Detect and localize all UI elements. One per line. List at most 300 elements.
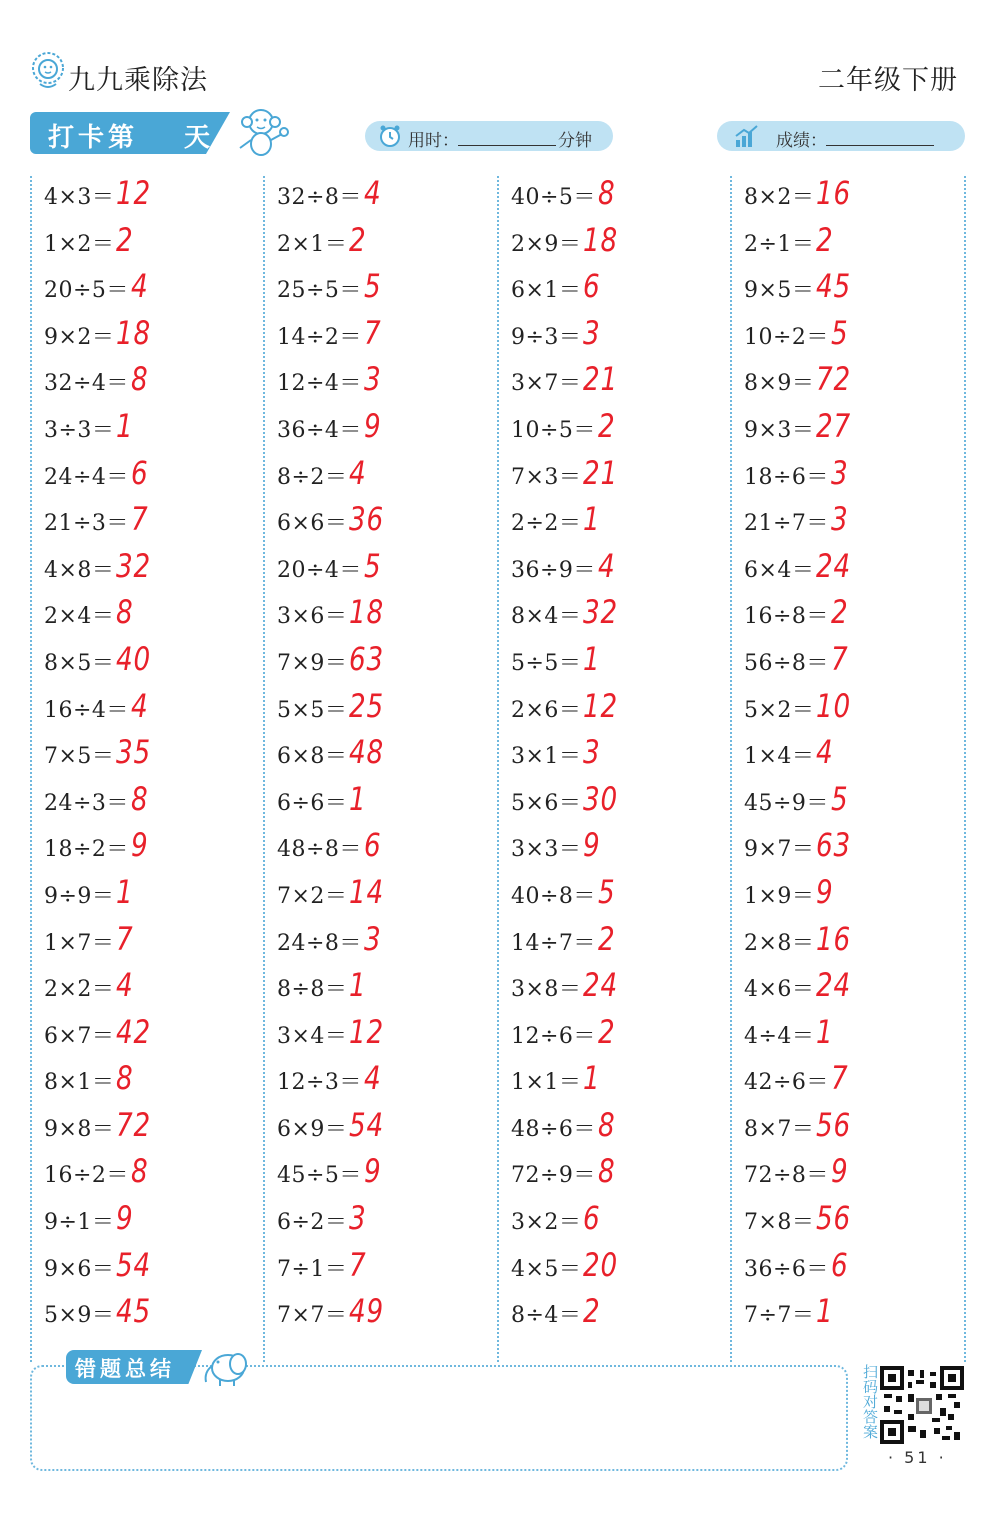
- problem-row: [744, 314, 964, 361]
- handwritten-answer[interactable]: 16: [816, 919, 852, 958]
- problem-text: 12÷3＝: [277, 1070, 362, 1096]
- problem-text: 5÷5＝: [511, 650, 582, 676]
- problem-row: [277, 593, 497, 640]
- problem-row: [277, 221, 497, 268]
- handwritten-answer[interactable]: 36: [349, 500, 385, 539]
- handwritten-answer[interactable]: 14: [349, 872, 385, 911]
- handwritten-answer[interactable]: 10: [816, 686, 852, 725]
- problem-text: 3×1＝: [511, 744, 582, 770]
- problem-text: 2×8＝: [744, 930, 815, 956]
- problem-text: 5×9＝: [44, 1303, 115, 1329]
- problem-row: [511, 407, 731, 454]
- problem-row: [744, 547, 964, 594]
- handwritten-answer[interactable]: 8: [598, 1152, 616, 1191]
- problem-text: 6÷6＝: [277, 790, 348, 816]
- problem-text: 1×7＝: [44, 930, 115, 956]
- handwritten-answer[interactable]: 24: [816, 546, 852, 585]
- problem-text: 16÷8＝: [744, 604, 829, 630]
- problem-text: 20÷5＝: [44, 278, 129, 304]
- handwritten-answer[interactable]: 5: [364, 267, 382, 306]
- problem-text: 40÷8＝: [511, 883, 596, 909]
- problem-row: [44, 174, 264, 221]
- problem-row: [511, 687, 731, 734]
- clock-icon: [378, 124, 402, 148]
- handwritten-answer[interactable]: 7: [116, 919, 134, 958]
- problem-row: [744, 920, 964, 967]
- problem-text: 7×5＝: [44, 744, 115, 770]
- problem-text: 1×4＝: [744, 744, 815, 770]
- problem-text: 45÷9＝: [744, 790, 829, 816]
- problem-row: [744, 1013, 964, 1060]
- handwritten-answer[interactable]: 9: [583, 826, 601, 865]
- handwritten-answer[interactable]: 48: [349, 733, 385, 772]
- checkin-day-unit: 天: [184, 123, 211, 153]
- checkin-label: 打卡第: [48, 123, 139, 153]
- problem-text: 7×9＝: [277, 650, 348, 676]
- problem-text: 3×8＝: [511, 977, 582, 1003]
- handwritten-answer[interactable]: 54: [349, 1105, 385, 1144]
- handwritten-answer[interactable]: 25: [349, 686, 385, 725]
- handwritten-answer[interactable]: 8: [116, 1059, 134, 1098]
- handwritten-answer[interactable]: 45: [116, 1292, 152, 1331]
- problem-text: 20÷4＝: [277, 557, 362, 583]
- problem-text: 18÷2＝: [44, 837, 129, 863]
- handwritten-answer[interactable]: 9: [131, 826, 149, 865]
- handwritten-answer[interactable]: 21: [583, 453, 619, 492]
- handwritten-answer[interactable]: 16: [816, 174, 852, 212]
- problem-text: 7×8＝: [744, 1210, 815, 1236]
- handwritten-answer[interactable]: 4: [349, 453, 367, 492]
- problem-text: 8×1＝: [44, 1070, 115, 1096]
- handwritten-answer[interactable]: 18: [116, 313, 152, 352]
- time-input-line[interactable]: [458, 145, 556, 146]
- problem-row: [744, 407, 964, 454]
- handwritten-answer[interactable]: 3: [349, 1199, 367, 1238]
- problem-row: [277, 1013, 497, 1060]
- handwritten-answer[interactable]: 5: [831, 313, 849, 352]
- handwritten-answer[interactable]: 4: [816, 733, 834, 772]
- problem-text: 9×7＝: [744, 837, 815, 863]
- problem-row: [511, 500, 731, 547]
- problem-text: 16÷2＝: [44, 1163, 129, 1189]
- problem-column-4: [744, 174, 964, 1339]
- handwritten-answer[interactable]: 2: [598, 919, 616, 958]
- problem-text: 2×6＝: [511, 697, 582, 723]
- score-label: 成绩：: [776, 131, 827, 151]
- problem-row: [277, 826, 497, 873]
- worksheet-frame-right: [964, 176, 966, 1362]
- handwritten-answer[interactable]: 3: [583, 313, 601, 352]
- problem-text: 6×7＝: [44, 1023, 115, 1049]
- problem-text: 36÷6＝: [744, 1256, 829, 1282]
- handwritten-answer[interactable]: 2: [598, 1012, 616, 1051]
- problem-text: 56÷8＝: [744, 650, 829, 676]
- problem-row: [511, 1199, 731, 1246]
- handwritten-answer[interactable]: 24: [583, 966, 619, 1005]
- problem-text: 7×7＝: [277, 1303, 348, 1329]
- handwritten-answer[interactable]: 1: [116, 872, 134, 911]
- problem-row: [44, 360, 264, 407]
- handwritten-answer[interactable]: 4: [116, 966, 134, 1005]
- handwritten-answer[interactable]: 2: [349, 220, 367, 259]
- problem-row: [277, 733, 497, 780]
- page-number: · 51 ·: [888, 1448, 947, 1467]
- handwritten-answer[interactable]: 3: [831, 500, 849, 539]
- problem-text: 32÷8＝: [277, 185, 362, 210]
- handwritten-answer[interactable]: 4: [131, 267, 149, 306]
- problem-row: [44, 873, 264, 920]
- problem-text: 1×2＝: [44, 231, 115, 257]
- problem-text: 24÷8＝: [277, 930, 362, 956]
- problem-text: 7×2＝: [277, 883, 348, 909]
- monkey-icon: [232, 102, 290, 160]
- problem-row: [277, 966, 497, 1013]
- problem-row: [277, 640, 497, 687]
- lion-logo-icon: [30, 50, 66, 90]
- problem-row: [44, 454, 264, 501]
- problem-row: [44, 966, 264, 1013]
- handwritten-answer[interactable]: 3: [831, 453, 849, 492]
- problem-text: 4×3＝: [44, 185, 115, 210]
- problem-row: [44, 826, 264, 873]
- problem-text: 2×9＝: [511, 231, 582, 257]
- problem-row: [511, 1246, 731, 1293]
- problem-text: 8÷2＝: [277, 464, 348, 490]
- problem-row: [44, 547, 264, 594]
- problem-text: 12÷4＝: [277, 371, 362, 397]
- handwritten-answer[interactable]: 7: [364, 313, 382, 352]
- problem-text: 72÷8＝: [744, 1163, 829, 1189]
- score-input-line[interactable]: [826, 145, 934, 146]
- problem-row: [44, 1246, 264, 1293]
- problem-row: [277, 780, 497, 827]
- problem-row: [744, 593, 964, 640]
- handwritten-answer[interactable]: 9: [364, 1152, 382, 1191]
- problem-row: [744, 1246, 964, 1293]
- problem-text: 9×5＝: [744, 278, 815, 304]
- handwritten-answer[interactable]: 35: [116, 733, 152, 772]
- handwritten-answer[interactable]: 6: [583, 267, 601, 306]
- problem-text: 8×9＝: [744, 371, 815, 397]
- handwritten-answer[interactable]: 30: [583, 779, 619, 818]
- qr-code-icon[interactable]: [880, 1366, 964, 1444]
- problem-text: 4÷4＝: [744, 1023, 815, 1049]
- problem-column-2: [277, 174, 497, 1339]
- problem-row: [511, 547, 731, 594]
- handwritten-answer[interactable]: 6: [364, 826, 382, 865]
- problem-text: 4×5＝: [511, 1256, 582, 1282]
- problem-text: 14÷2＝: [277, 324, 362, 350]
- handwritten-answer[interactable]: 21: [583, 360, 619, 399]
- handwritten-answer[interactable]: 5: [831, 779, 849, 818]
- handwritten-answer[interactable]: 20: [583, 1245, 619, 1284]
- handwritten-answer[interactable]: 6: [131, 453, 149, 492]
- handwritten-answer[interactable]: 12: [349, 1012, 385, 1051]
- problem-text: 8×5＝: [44, 650, 115, 676]
- problem-row: [277, 1199, 497, 1246]
- problem-text: 2÷2＝: [511, 511, 582, 537]
- handwritten-answer[interactable]: 7: [349, 1245, 367, 1284]
- problem-text: 12÷6＝: [511, 1023, 596, 1049]
- handwritten-answer[interactable]: 72: [816, 360, 852, 399]
- handwritten-answer[interactable]: 6: [583, 1199, 601, 1238]
- problem-row: [511, 1059, 731, 1106]
- problem-text: 8×2＝: [744, 185, 815, 210]
- problem-row: [511, 780, 731, 827]
- handwritten-answer[interactable]: 6: [831, 1245, 849, 1284]
- handwritten-answer[interactable]: 49: [349, 1292, 385, 1331]
- problem-row: [744, 267, 964, 314]
- handwritten-answer[interactable]: 9: [364, 406, 382, 445]
- problem-row: [277, 1106, 497, 1153]
- problem-row: [277, 267, 497, 314]
- problem-text: 7×3＝: [511, 464, 582, 490]
- problem-row: [744, 1199, 964, 1246]
- problem-text: 5×5＝: [277, 697, 348, 723]
- elephant-icon: [198, 1346, 252, 1388]
- problem-text: 9×2＝: [44, 324, 115, 350]
- problem-row: [511, 920, 731, 967]
- handwritten-answer[interactable]: 1: [583, 1059, 601, 1098]
- problem-row: [511, 314, 731, 361]
- handwritten-answer[interactable]: 2: [816, 220, 834, 259]
- handwritten-answer[interactable]: 5: [364, 546, 382, 585]
- problem-text: 6×4＝: [744, 557, 815, 583]
- problem-text: 9×8＝: [44, 1116, 115, 1142]
- problem-row: [277, 920, 497, 967]
- problem-row: [44, 640, 264, 687]
- problem-text: 45÷5＝: [277, 1163, 362, 1189]
- grade-label: 二年级下册: [818, 65, 958, 96]
- problem-text: 40÷5＝: [511, 185, 596, 210]
- handwritten-answer[interactable]: 1: [349, 966, 367, 1005]
- handwritten-answer[interactable]: 9: [116, 1199, 134, 1238]
- handwritten-answer[interactable]: 54: [116, 1245, 152, 1284]
- handwritten-answer[interactable]: 12: [583, 686, 619, 725]
- worksheet-frame-left: [30, 176, 32, 1362]
- handwritten-answer[interactable]: 56: [816, 1199, 852, 1238]
- problem-row: [511, 454, 731, 501]
- handwritten-answer[interactable]: 8: [598, 174, 616, 212]
- problem-row: [511, 640, 731, 687]
- problem-text: 4×6＝: [744, 977, 815, 1003]
- problem-row: [511, 221, 731, 268]
- handwritten-answer[interactable]: 4: [598, 546, 616, 585]
- problem-text: 16÷4＝: [44, 697, 129, 723]
- problem-row: [511, 1152, 731, 1199]
- handwritten-answer[interactable]: 4: [364, 174, 382, 212]
- handwritten-answer[interactable]: 1: [816, 1292, 834, 1331]
- handwritten-answer[interactable]: 9: [816, 872, 834, 911]
- problem-text: 9÷9＝: [44, 883, 115, 909]
- problem-text: 3÷3＝: [44, 417, 115, 443]
- problem-text: 7÷1＝: [277, 1256, 348, 1282]
- problem-row: [44, 1013, 264, 1060]
- handwritten-answer[interactable]: 8: [598, 1105, 616, 1144]
- handwritten-answer[interactable]: 1: [116, 406, 134, 445]
- handwritten-answer[interactable]: 63: [816, 826, 852, 865]
- problem-text: 24÷3＝: [44, 790, 129, 816]
- problem-text: 8÷4＝: [511, 1303, 582, 1329]
- problem-row: [44, 500, 264, 547]
- handwritten-answer[interactable]: 42: [116, 1012, 152, 1051]
- problem-text: 6÷2＝: [277, 1210, 348, 1236]
- problem-text: 42÷6＝: [744, 1070, 829, 1096]
- problem-row: [44, 221, 264, 268]
- handwritten-answer[interactable]: 8: [131, 360, 149, 399]
- problem-text: 2×2＝: [44, 977, 115, 1003]
- problem-column-3: [511, 174, 731, 1339]
- problem-row: [44, 1152, 264, 1199]
- problem-row: [744, 500, 964, 547]
- problem-row: [44, 1059, 264, 1106]
- handwritten-answer[interactable]: 2: [831, 593, 849, 632]
- problem-row: [511, 733, 731, 780]
- problem-text: 5×6＝: [511, 790, 582, 816]
- handwritten-answer[interactable]: 8: [131, 1152, 149, 1191]
- handwritten-answer[interactable]: 5: [598, 872, 616, 911]
- problem-row: [277, 1292, 497, 1339]
- handwritten-answer[interactable]: 24: [816, 966, 852, 1005]
- problem-text: 1×9＝: [744, 883, 815, 909]
- handwritten-answer[interactable]: 63: [349, 639, 385, 678]
- problem-row: [44, 593, 264, 640]
- problem-row: [744, 873, 964, 920]
- problem-row: [44, 687, 264, 734]
- problem-column-1: [44, 174, 264, 1339]
- problem-row: [744, 1152, 964, 1199]
- problem-row: [44, 314, 264, 361]
- problem-text: 8÷8＝: [277, 977, 348, 1003]
- handwritten-answer[interactable]: 27: [816, 406, 852, 445]
- problem-row: [744, 733, 964, 780]
- problem-row: [744, 1292, 964, 1339]
- problem-text: 7÷7＝: [744, 1303, 815, 1329]
- problem-row: [744, 687, 964, 734]
- problem-row: [44, 1106, 264, 1153]
- column-divider: [497, 176, 499, 1362]
- handwritten-answer[interactable]: 8: [116, 593, 134, 632]
- problem-text: 9÷1＝: [44, 1210, 115, 1236]
- problem-row: [277, 547, 497, 594]
- problem-text: 4×8＝: [44, 557, 115, 583]
- handwritten-answer[interactable]: 1: [349, 779, 367, 818]
- problem-text: 3×7＝: [511, 371, 582, 397]
- handwritten-answer[interactable]: 2: [116, 220, 134, 259]
- problem-row: [44, 1292, 264, 1339]
- problem-text: 8×4＝: [511, 604, 582, 630]
- handwritten-answer[interactable]: 3: [583, 733, 601, 772]
- problem-text: 36÷4＝: [277, 417, 362, 443]
- problem-row: [744, 360, 964, 407]
- problem-text: 6×1＝: [511, 278, 582, 304]
- handwritten-answer[interactable]: 32: [583, 593, 619, 632]
- handwritten-answer[interactable]: 12: [116, 174, 152, 212]
- handwritten-answer[interactable]: 9: [831, 1152, 849, 1191]
- problem-row: [511, 1106, 731, 1153]
- problem-text: 3×2＝: [511, 1210, 582, 1236]
- problem-text: 6×9＝: [277, 1116, 348, 1142]
- handwritten-answer[interactable]: 32: [116, 546, 152, 585]
- problem-row: [511, 826, 731, 873]
- handwritten-answer[interactable]: 3: [364, 919, 382, 958]
- handwritten-answer[interactable]: 3: [364, 360, 382, 399]
- handwritten-answer[interactable]: 40: [116, 639, 152, 678]
- problem-row: [744, 1106, 964, 1153]
- problem-text: 48÷6＝: [511, 1116, 596, 1142]
- handwritten-answer[interactable]: 1: [816, 1012, 834, 1051]
- time-label: 用时：: [408, 131, 459, 151]
- problem-row: [744, 966, 964, 1013]
- problem-text: 1×1＝: [511, 1070, 582, 1096]
- problem-text: 14÷7＝: [511, 930, 596, 956]
- problem-text: 48÷8＝: [277, 837, 362, 863]
- problem-row: [511, 966, 731, 1013]
- handwritten-answer[interactable]: 7: [831, 639, 849, 678]
- problem-text: 32÷4＝: [44, 371, 129, 397]
- problem-row: [744, 780, 964, 827]
- problem-row: [277, 1152, 497, 1199]
- handwritten-answer[interactable]: 1: [583, 639, 601, 678]
- handwritten-answer[interactable]: 7: [831, 1059, 849, 1098]
- problem-text: 6×8＝: [277, 744, 348, 770]
- handwritten-answer[interactable]: 2: [583, 1292, 601, 1331]
- book-title: 九九乘除法: [68, 65, 208, 96]
- problem-row: [511, 593, 731, 640]
- problem-row: [44, 780, 264, 827]
- problem-text: 2×4＝: [44, 604, 115, 630]
- handwritten-answer[interactable]: 18: [349, 593, 385, 632]
- handwritten-answer[interactable]: 4: [131, 686, 149, 725]
- problem-row: [744, 640, 964, 687]
- problem-text: 10÷5＝: [511, 417, 596, 443]
- problem-text: 21÷3＝: [44, 511, 129, 537]
- problem-text: 18÷6＝: [744, 464, 829, 490]
- problem-row: [277, 1059, 497, 1106]
- problem-text: 9×3＝: [744, 417, 815, 443]
- problem-row: [744, 826, 964, 873]
- handwritten-answer[interactable]: 56: [816, 1105, 852, 1144]
- handwritten-answer[interactable]: 7: [131, 500, 149, 539]
- problem-row: [44, 733, 264, 780]
- handwritten-answer[interactable]: 45: [816, 267, 852, 306]
- problem-row: [277, 314, 497, 361]
- handwritten-answer[interactable]: 4: [364, 1059, 382, 1098]
- problem-text: 2×1＝: [277, 231, 348, 257]
- problem-row: [44, 267, 264, 314]
- problem-row: [511, 1013, 731, 1060]
- handwritten-answer[interactable]: 18: [583, 220, 619, 259]
- handwritten-answer[interactable]: 8: [131, 779, 149, 818]
- problem-text: 72÷9＝: [511, 1163, 596, 1189]
- problem-row: [277, 407, 497, 454]
- problem-row: [277, 873, 497, 920]
- handwritten-answer[interactable]: 2: [598, 406, 616, 445]
- handwritten-answer[interactable]: 1: [583, 500, 601, 539]
- problem-text: 3×4＝: [277, 1023, 348, 1049]
- problem-text: 36÷9＝: [511, 557, 596, 583]
- problem-text: 9×6＝: [44, 1256, 115, 1282]
- handwritten-answer[interactable]: 72: [116, 1105, 152, 1144]
- problem-row: [277, 174, 497, 221]
- problem-row: [277, 454, 497, 501]
- problem-row: [44, 920, 264, 967]
- problem-row: [511, 360, 731, 407]
- problem-row: [277, 687, 497, 734]
- problem-text: 24÷4＝: [44, 464, 129, 490]
- problem-row: [744, 454, 964, 501]
- problem-text: 21÷7＝: [744, 511, 829, 537]
